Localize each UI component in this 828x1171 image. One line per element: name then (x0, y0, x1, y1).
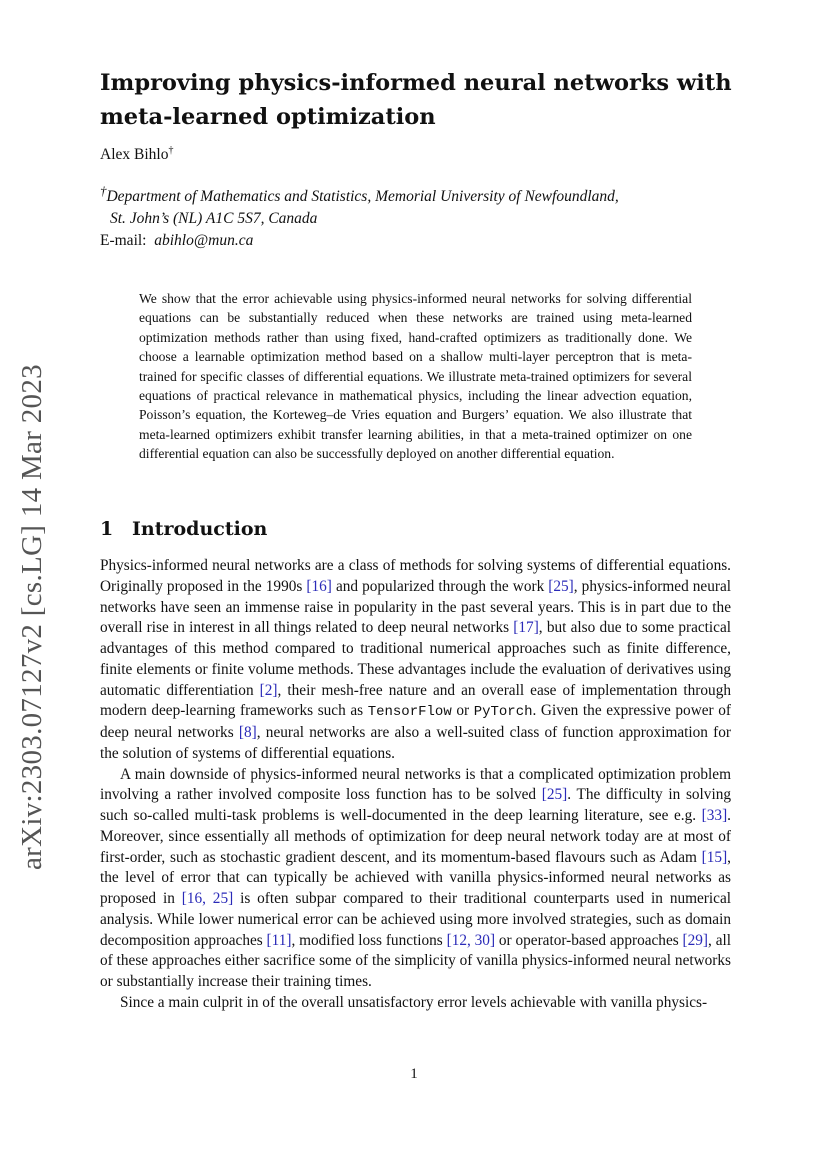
email-label: E-mail: (100, 232, 147, 249)
section-number: 1 (100, 518, 114, 540)
affiliation-mark: † (100, 183, 107, 198)
paper-title: Improving physics-informed neural networks with meta-learned optimization (100, 70, 732, 130)
text-run: . Moreover, since essentially all methods of optimization for deep neural network today are at most of first-order, such as stochastic gradient descent, and its momentum-based flavours such as Adam (100, 807, 731, 866)
citation-link[interactable]: [12, 30] (446, 931, 496, 949)
citation-link[interactable]: [16] (306, 577, 332, 595)
citation-link[interactable]: [16, 25] (181, 890, 234, 907)
page-number: 1 (410, 1066, 418, 1082)
citation-link[interactable]: [17] (513, 619, 539, 637)
citation-link[interactable]: [11] (266, 931, 292, 949)
text-run: , the level of error that can typically be achieved with vanilla physics-informed neural networks as proposed in (100, 848, 731, 907)
affiliation-line-2: St. John’s (NL) A1C 5S7, Canada (110, 210, 318, 228)
abstract: We show that the error achievable using physics-informed neural networks for solving differential equations can be substantially reduced when these networks are trained using meta-learned optimization methods rather than using fixed, hand-crafted optimizers as traditionally done. We choose a learnable optimization method based on a shallow multi-layer perceptron that is meta-trained for specific classes of differential equations. We illustrate meta-trained optimizers for several equations of practical relevance in mathematical physics, including the linear advection equation, Poisson’s equation, the Korteweg–de Vries equation and Burgers’ equation. We also illustrate that meta-learned optimizers exhibit transfer learning abilities, in that a meta-trained optimizer on one differential equation can also be successfully deployed on another differential equation. (139, 291, 692, 462)
citation-link[interactable]: [15] (701, 848, 728, 866)
text-run: . Given the expressive power of deep neural networks (100, 702, 731, 741)
affiliation-line-1: Department of Mathematics and Statistics, Memorial University of Newfoundland, (106, 188, 619, 206)
code-term: PyTorch (473, 704, 533, 721)
paragraph (100, 765, 731, 993)
email-address[interactable]: abihlo@mun.ca (154, 232, 254, 249)
arxiv-identifier: arXiv:2303.07127v2 [cs.LG] 14 Mar 2023 (16, 364, 48, 870)
text-run: or operator-based approaches (495, 931, 683, 949)
text-run: Physics-informed neural networks are a class of methods for solving systems of differential equations. Originally proposed in the 1990s (100, 557, 731, 595)
text-run: or (451, 702, 474, 720)
text-run: . The difficulty in solving such so-called multi-task problems is well-documented in the deep learning literature, see e.g. (100, 786, 732, 824)
citation-link[interactable]: [29] (682, 931, 709, 949)
paragraph (100, 556, 731, 765)
text-run: A main downside of physics-informed neural networks is that a complicated optimization problem involving a rather involved composite loss function has to be solved (100, 765, 731, 804)
citation-link[interactable]: [25] (541, 786, 568, 804)
text-run: , modified loss functions (291, 931, 447, 949)
text-run: Since a main culprit in of the overall unsatisfactory error levels achievable with vanilla physics- (120, 993, 708, 1011)
code-term: TensorFlow (367, 704, 452, 721)
text-run: is often subpar compared to their traditional counterparts used in numerical analysis. While lower numerical error can be achieved using more involved strategies, such as domain decomposition approaches (100, 890, 731, 949)
text-run: , all of these approaches either sacrifice some of the simplicity of vanilla physics-informed neural networks or substantially increase their training times. (100, 931, 731, 990)
section-title: Introduction (132, 518, 268, 540)
paragraph (100, 993, 731, 1014)
text-run: , neural networks are also a well-suited class of function approximation for the solution of systems of differential equations. (100, 724, 732, 762)
email-line (100, 232, 253, 250)
text-run: and popularized through the work (331, 577, 549, 595)
author-mark: † (168, 145, 174, 156)
citation-link[interactable]: [25] (548, 577, 574, 595)
text-run: , but also due to some practical advantages of this method compared to traditional numerical approaches such as finite difference, finite elements or finite volume methods. These advantages include the evaluation of derivatives using automatic differentiation (100, 619, 732, 699)
section-heading (100, 518, 740, 540)
author (100, 145, 173, 164)
author-name: Alex Bihlo (100, 146, 169, 164)
citation-link[interactable]: [8] (238, 724, 257, 741)
introduction-body (100, 556, 731, 1014)
text-run: , physics-informed neural networks have seen an immense raise in popularity in the past several years. This is in part due to the overall rise in interest in all things related to deep neural networks (100, 577, 732, 637)
affiliation (100, 180, 740, 230)
text-run: , their mesh-free nature and an overall ease of implementation through modern deep-learning frameworks such as (100, 681, 731, 720)
citation-link[interactable]: [33] (701, 807, 728, 824)
citation-link[interactable]: [2] (259, 681, 278, 699)
